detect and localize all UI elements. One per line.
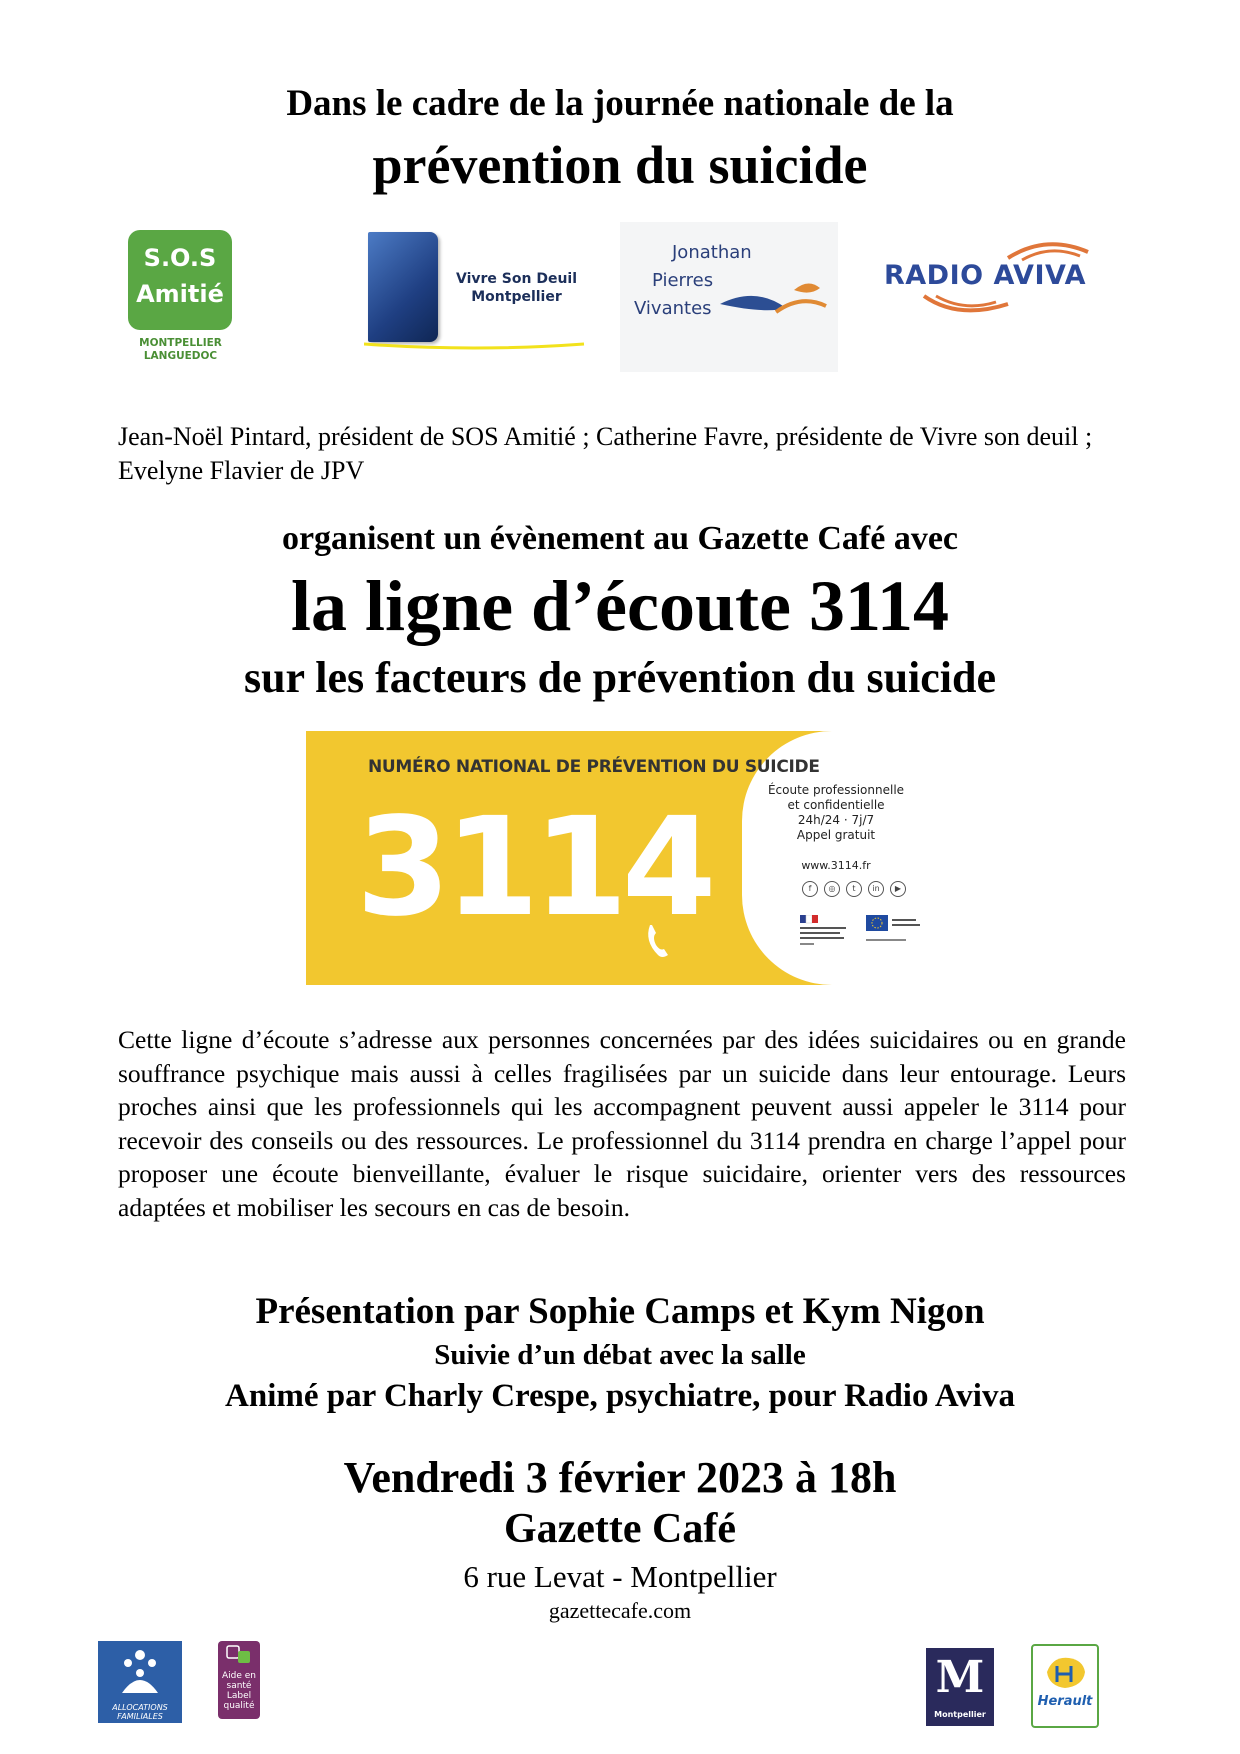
vivre-son-deuil-line1: Vivre Son Deuil <box>456 271 578 287</box>
caf-logo <box>98 1641 182 1723</box>
montpellier-logo <box>926 1648 994 1726</box>
sos-amitie-line2: Amitié <box>136 280 224 308</box>
banner-info-text <box>746 783 926 843</box>
herault-name: Herault <box>1037 1694 1093 1709</box>
description-paragraph: Cette ligne d’écoute s’adresse aux personnes concernées par des idées suicidaires ou en grande souffrance psychique mais aussi à celles fragilisées par un suicide dans leur entourage. Leurs proches ainsi que les professionnels qui les accompagnent peuvent aussi appeler le 3114 pour recevoir des conseils ou des ressources. Le professionnel du 3114 prendra en charge l’appel pour proposer une écoute bienveillante, évaluer le risque suicidaire, orienter vers des ressources adaptées et mobiliser les secours en cas de besoin. <box>118 1025 1126 1222</box>
event-website[interactable]: gazettecafe.com <box>548 1598 692 1623</box>
aide-line3: Label <box>226 1691 252 1701</box>
vivre-son-deuil-line2: Montpellier <box>471 289 562 305</box>
event-subtitle: sur les facteurs de prévention du suicide <box>243 653 997 702</box>
anime-line: Animé par Charly Crespe, psychiatre, pour Radio Aviva <box>225 1378 1015 1414</box>
bird-icon <box>716 274 834 324</box>
aide-en-sante-text <box>218 1671 260 1711</box>
aide-en-sante-logo <box>218 1641 260 1719</box>
caf-line2: FAMILIALES <box>117 1712 163 1721</box>
vivre-son-deuil-swoosh <box>364 340 588 352</box>
jpv-word3: Vivantes <box>634 298 712 319</box>
vivre-son-deuil-text <box>456 270 577 306</box>
sos-amitie-badge <box>128 230 232 330</box>
sos-amitie-logo <box>128 230 233 360</box>
banner-info-line1: Écoute professionnelle <box>767 783 905 797</box>
social-icons <box>802 881 922 897</box>
family-icon <box>116 1647 164 1699</box>
radio-aviva-text: RADIO AVIVA <box>884 260 1086 291</box>
phone-icon <box>642 921 678 961</box>
sos-amitie-sub2: LANGUEDOC <box>143 350 218 362</box>
intro-heading: Dans le cadre de la journée nationale de la <box>286 83 954 124</box>
banner-info-line3: 24h/24 · 7j/7 <box>797 813 875 827</box>
twitter-icon[interactable]: t <box>846 881 862 897</box>
banner-info-line2: et confidentielle <box>787 798 885 812</box>
event-date: Vendredi 3 février 2023 à 18h <box>343 1453 897 1502</box>
eu-flag-logo <box>866 915 922 951</box>
aide-line4: qualité <box>223 1701 255 1711</box>
banner-info-line4: Appel gratuit <box>796 828 876 842</box>
jpv-word2: Pierres <box>652 270 714 291</box>
event-intro: organisent un évènement au Gazette Café avec <box>281 520 959 557</box>
vivre-son-deuil-logo <box>360 232 588 350</box>
facebook-icon[interactable]: f <box>802 881 818 897</box>
organizers-text: Jean-Noël Pintard, président de SOS Amitié ; Catherine Favre, présidente de Vivre son deuil ; Evelyne Flavier de JPV <box>118 422 1093 485</box>
caf-line1: ALLOCATIONS <box>112 1703 168 1712</box>
event-venue: Gazette Café <box>503 1506 737 1552</box>
caf-text <box>98 1703 182 1721</box>
radio-waves-lower-icon <box>918 292 1014 322</box>
ministere-logo <box>800 915 850 951</box>
presentation-line: Présentation par Sophie Camps et Kym Nigon <box>255 1291 985 1332</box>
herault-map-icon <box>1043 1652 1089 1692</box>
theme-heading: prévention du suicide <box>372 135 868 195</box>
vivre-son-deuil-emblem <box>368 232 438 342</box>
debat-line: Suivie d’un débat avec la salle <box>434 1339 806 1371</box>
radio-aviva-logo <box>878 232 1096 322</box>
sos-amitie-sub1: MONTPELLIER <box>139 337 222 349</box>
event-address: 6 rue Levat - Montpellier <box>463 1559 777 1594</box>
event-title: la ligne d’écoute 3114 <box>291 566 949 646</box>
linkedin-icon[interactable]: in <box>868 881 884 897</box>
youtube-icon[interactable]: ▶ <box>890 881 906 897</box>
banner-title: NUMÉRO NATIONAL DE PRÉVENTION DU SUICIDE <box>368 757 820 777</box>
sos-amitie-line1: S.O.S <box>143 244 217 272</box>
aide-line1: Aide en <box>221 1671 256 1681</box>
jpv-word1: Jonathan <box>672 242 752 263</box>
banner-number: 3114 <box>356 789 711 947</box>
aide-line2: santé <box>226 1681 252 1691</box>
sos-amitie-subtitle <box>128 337 233 363</box>
banner-3114 <box>306 731 934 985</box>
montpellier-letter: M <box>935 1652 985 1703</box>
montpellier-name: Montpellier <box>934 1710 986 1719</box>
radio-waves-icon <box>998 232 1094 262</box>
speech-bubble-icon <box>226 1645 252 1667</box>
instagram-icon[interactable]: ◎ <box>824 881 840 897</box>
jpv-logo <box>620 222 838 372</box>
herault-logo <box>1031 1644 1099 1728</box>
banner-url[interactable]: www.3114.fr <box>801 859 871 872</box>
